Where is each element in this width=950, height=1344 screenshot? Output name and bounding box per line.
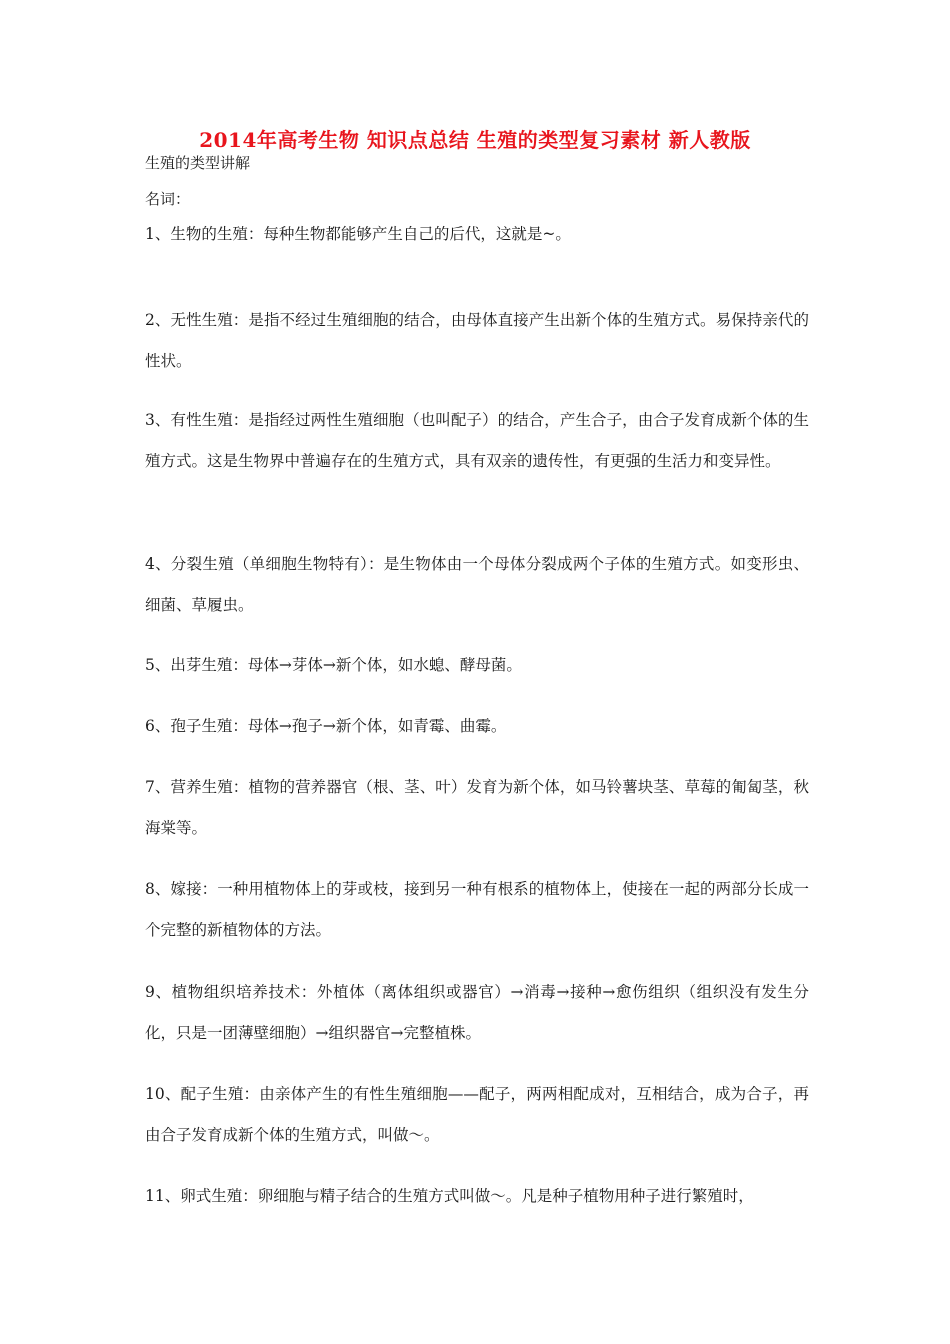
- paragraph-3: 3、有性生殖：是指经过两性生殖细胞（也叫配子）的结合，产生合子，由合子发育成新个体的生殖方式。这是生物界中普遍存在的生殖方式，具有双亲的遗传性，有更强的生活力和变异性。: [145, 411, 809, 470]
- paragraph-1: 1、生物的生殖：每种生物都能够产生自己的后代，这就是~。: [145, 225, 571, 243]
- terms-label: 名词：: [145, 190, 191, 208]
- paragraph-11: 11、卵式生殖：卵细胞与精子结合的生殖方式叫做～。凡是种子植物用种子进行繁殖时，: [145, 1187, 754, 1205]
- document-title: 2014年高考生物 知识点总结 生殖的类型复习素材 新人教版: [199, 128, 751, 152]
- paragraph-8: 8、嫁接：一种用植物体上的芽或枝，接到另一种有根系的植物体上，使接在一起的两部分长成一个完整的新植物体的方法。: [145, 880, 809, 939]
- paragraph-7: 7、营养生殖：植物的营养器官（根、茎、叶）发育为新个体，如马铃薯块茎、草莓的匍匐茎，秋海棠等。: [145, 778, 809, 837]
- paragraph-10: 10、配子生殖：由亲体产生的有性生殖细胞——配子，两两相配成对，互相结合，成为合子，再由合子发育成新个体的生殖方式，叫做～。: [145, 1085, 809, 1144]
- paragraph-9: 9、植物组织培养技术：外植体（离体组织或器官）→消毒→接种→愈伤组织（组织没有发生分化，只是一团薄壁细胞）→组织器官→完整植株。: [145, 983, 809, 1042]
- paragraph-4: 4、分裂生殖（单细胞生物特有）：是生物体由一个母体分裂成两个子体的生殖方式。如变形虫、细菌、草履虫。: [145, 555, 809, 614]
- document-subtitle: 生殖的类型讲解: [145, 154, 251, 172]
- paragraph-2: 2、无性生殖：是指不经过生殖细胞的结合，由母体直接产生出新个体的生殖方式。易保持亲代的性状。: [145, 311, 809, 370]
- paragraph-6: 6、孢子生殖：母体→孢子→新个体，如青霉、曲霉。: [145, 717, 507, 735]
- paragraph-5: 5、出芽生殖：母体→芽体→新个体，如水螅、酵母菌。: [145, 656, 522, 674]
